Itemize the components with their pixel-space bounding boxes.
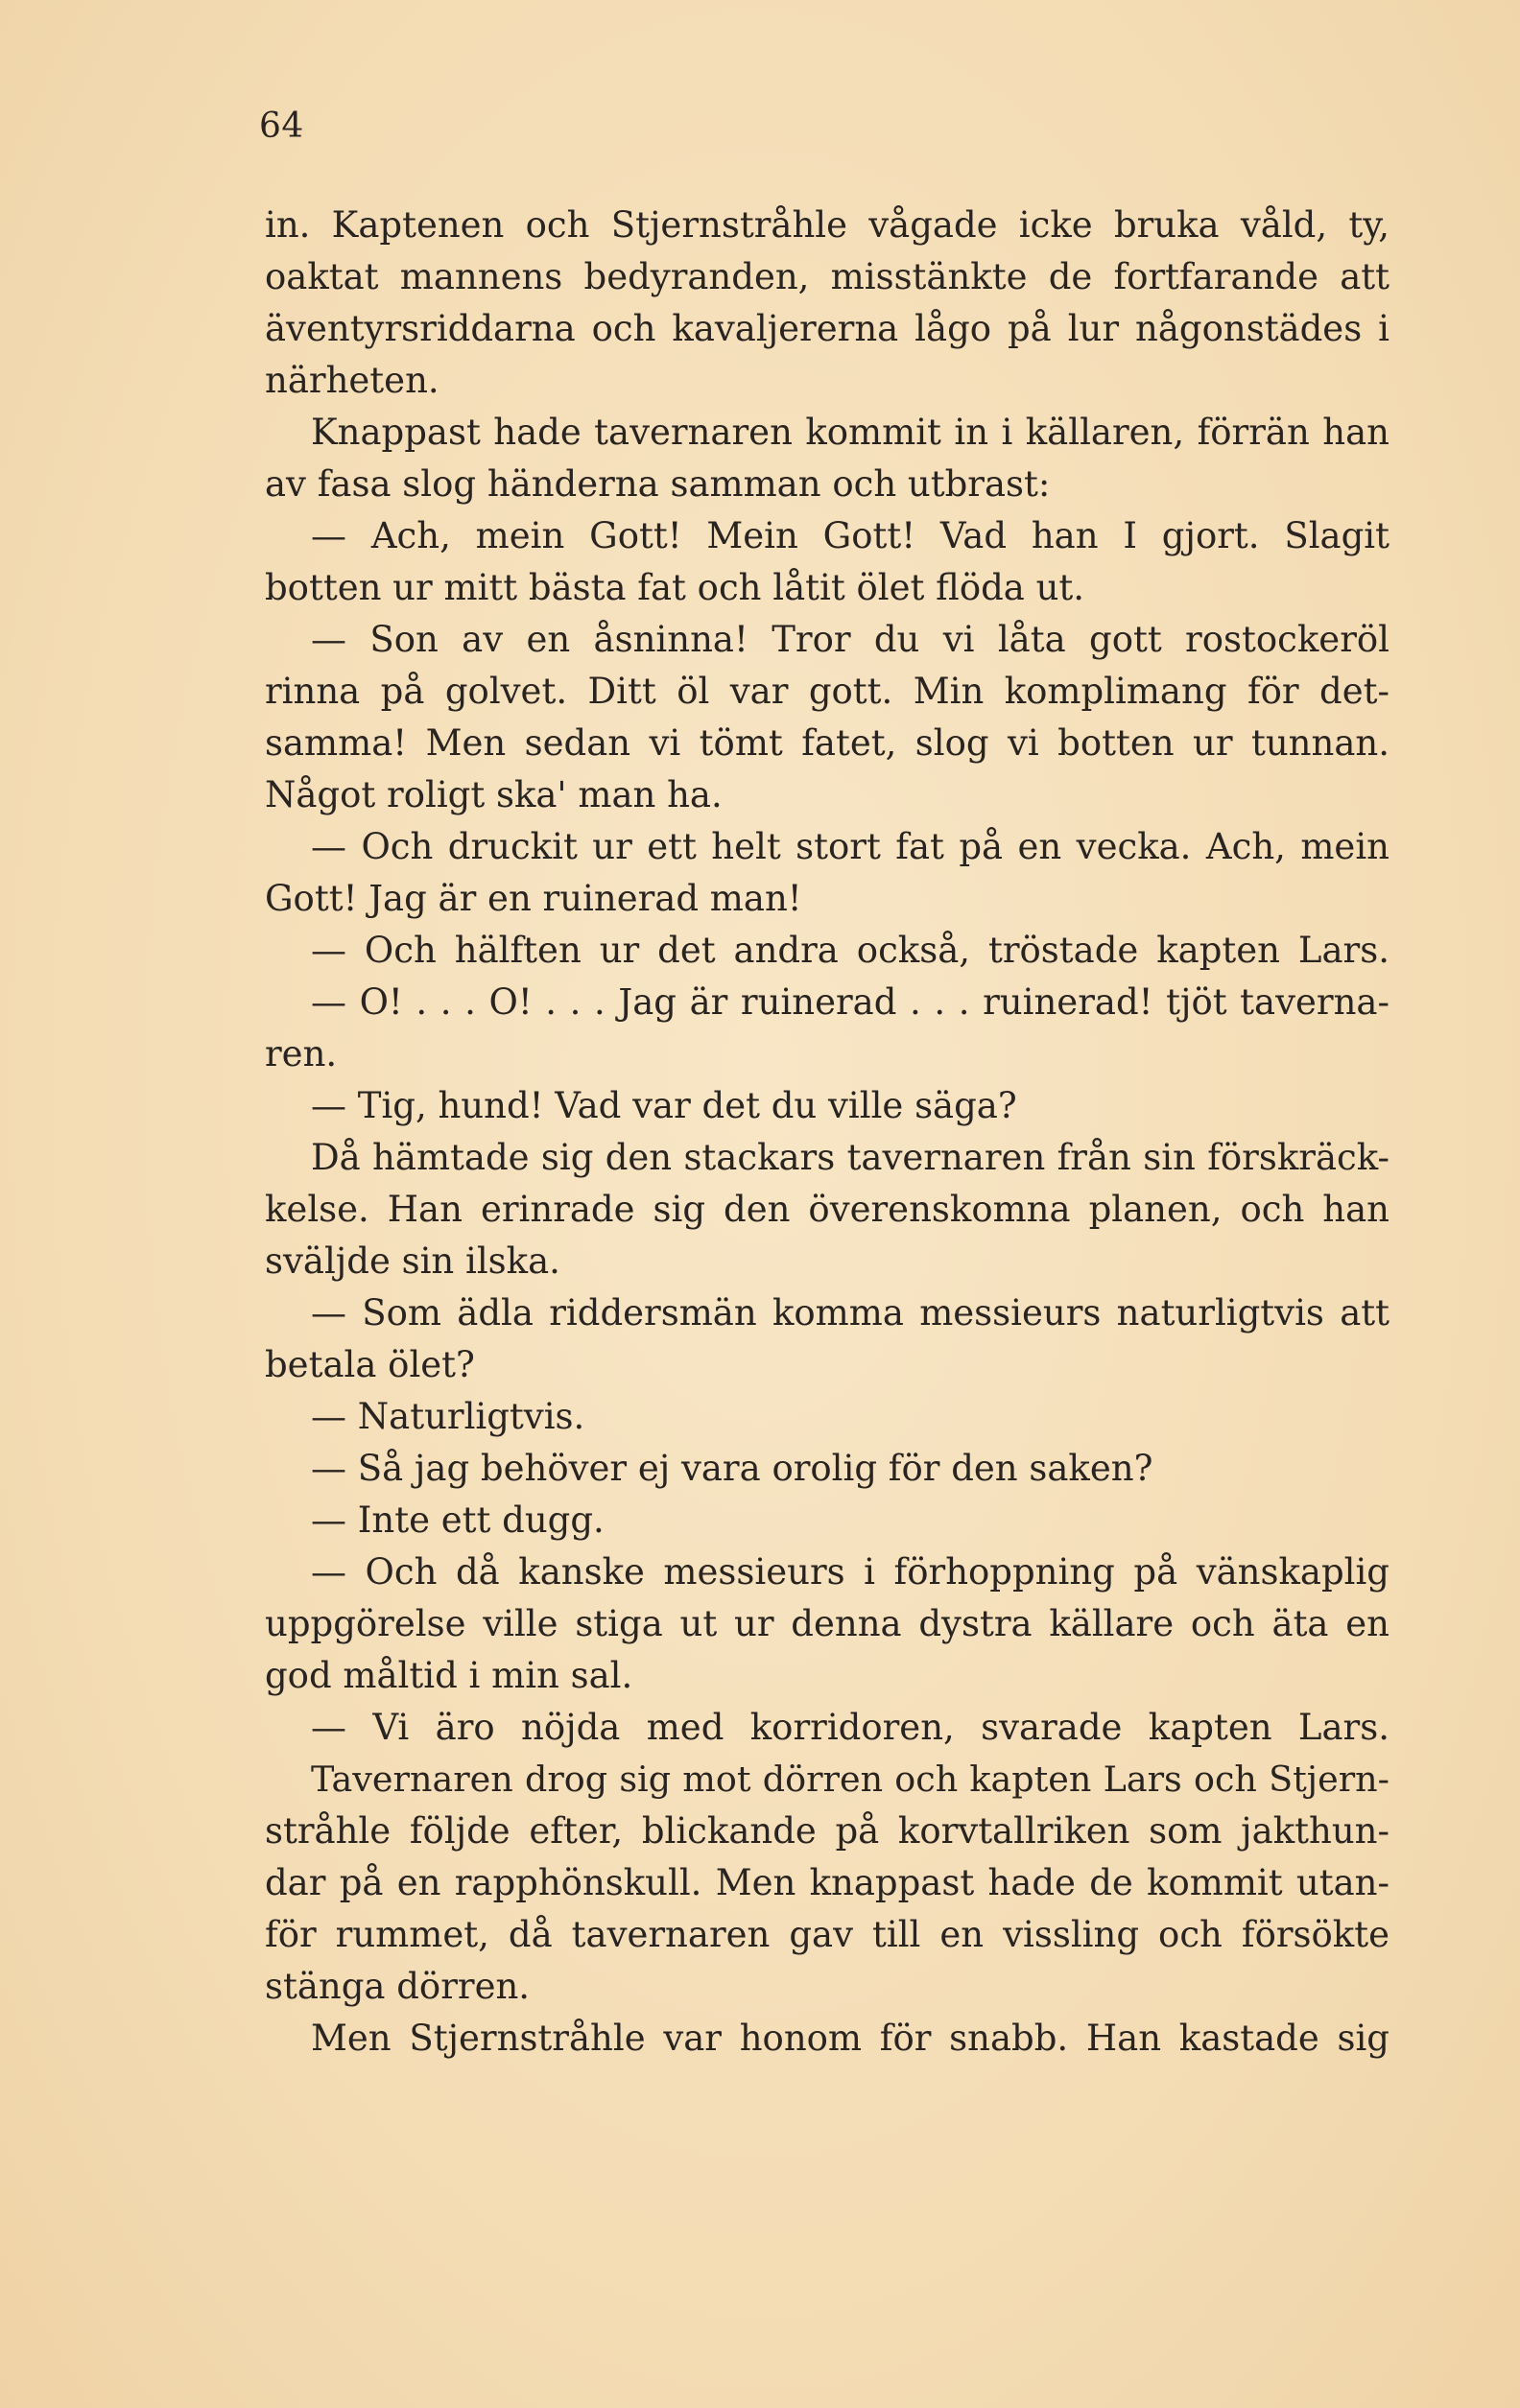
text-line: oaktat mannens bedyranden, misstänkte de fortfarande att — [265, 256, 1389, 297]
paragraph-first-line: — Naturligtvis. — [311, 1396, 585, 1437]
paragraph-first-line: Men Stjernstråhle var honom för snabb. Han kastade sig — [311, 2018, 1389, 2059]
text-line: närheten. — [265, 360, 439, 401]
text-line: god måltid i min sal. — [265, 1655, 633, 1696]
text-line: Något roligt ska' man ha. — [265, 774, 723, 815]
text-line: ren. — [265, 1033, 338, 1074]
text-line: stråhle följde efter, blickande på korvtallriken som jakthun- — [265, 1810, 1389, 1852]
text-line: in. Kaptenen och Stjernstråhle vågade icke bruka våld, ty, — [265, 204, 1389, 246]
paragraph-first-line: — O! . . . O! . . . Jag är ruinerad . . . ruinerad! tjöt taverna- — [311, 981, 1389, 1023]
paragraph-first-line: Då hämtade sig den stackars tavernaren från sin förskräck- — [311, 1137, 1389, 1178]
text-line: stänga dörren. — [265, 1966, 531, 2007]
text-line: uppgörelse ville stiga ut ur denna dystra källare och äta en — [265, 1603, 1389, 1644]
paragraph-first-line: — Och hälften ur det andra också, tröstade kapten Lars. — [311, 930, 1389, 971]
text-line: äventyrsriddarna och kavaljererna lågo på lur någonstädes i — [265, 308, 1389, 349]
text-line: Gott! Jag är en ruinerad man! — [265, 878, 802, 919]
paragraph-first-line: — Son av en åsninna! Tror du vi låta gott rostockeröl — [311, 619, 1389, 660]
paragraph-first-line: Knappast hade tavernaren kommit in i källaren, förrän han — [311, 412, 1389, 453]
text-line: dar på en rapphönskull. Men knappast hade de kommit utan- — [265, 1862, 1389, 1903]
text-line: rinna på golvet. Ditt öl var gott. Min komplimang för det- — [265, 671, 1389, 712]
paragraph-first-line: — Inte ett dugg. — [311, 1499, 605, 1541]
text-line: av fasa slog händerna samman och utbrast: — [265, 463, 1051, 505]
text-line: sväljde sin ilska. — [265, 1240, 560, 1282]
text-line: kelse. Han erinrade sig den överenskomna planen, och han — [265, 1189, 1389, 1230]
page-number: 64 — [259, 106, 304, 146]
paragraph-first-line: — Och då kanske messieurs i förhoppning på vänskaplig — [311, 1551, 1389, 1593]
text-line: botten ur mitt bästa fat och låtit ölet flöda ut. — [265, 567, 1085, 608]
text-line: samma! Men sedan vi tömt fatet, slog vi botten ur tunnan. — [265, 722, 1389, 764]
paragraph-first-line: — Så jag behöver ej vara orolig för den saken? — [311, 1448, 1153, 1489]
paragraph-first-line: — Tig, hund! Vad var det du ville säga? — [311, 1085, 1017, 1126]
text-line: för rummet, då tavernaren gav till en vissling och försökte — [265, 1914, 1389, 1955]
paragraph-first-line: — Vi äro nöjda med korridoren, svarade kapten Lars. — [311, 1707, 1389, 1748]
text-line: betala ölet? — [265, 1344, 475, 1385]
paragraph-first-line: Tavernaren drog sig mot dörren och kapten Lars och Stjern- — [311, 1759, 1389, 1800]
paragraph-first-line: — Som ädla riddersmän komma messieurs naturligtvis att — [311, 1292, 1389, 1334]
paragraph-first-line: — Ach, mein Gott! Mein Gott! Vad han I gjort. Slagit — [311, 515, 1389, 556]
paragraph-first-line: — Och druckit ur ett helt stort fat på en vecka. Ach, mein — [311, 826, 1389, 867]
body-text — [265, 200, 1389, 2065]
